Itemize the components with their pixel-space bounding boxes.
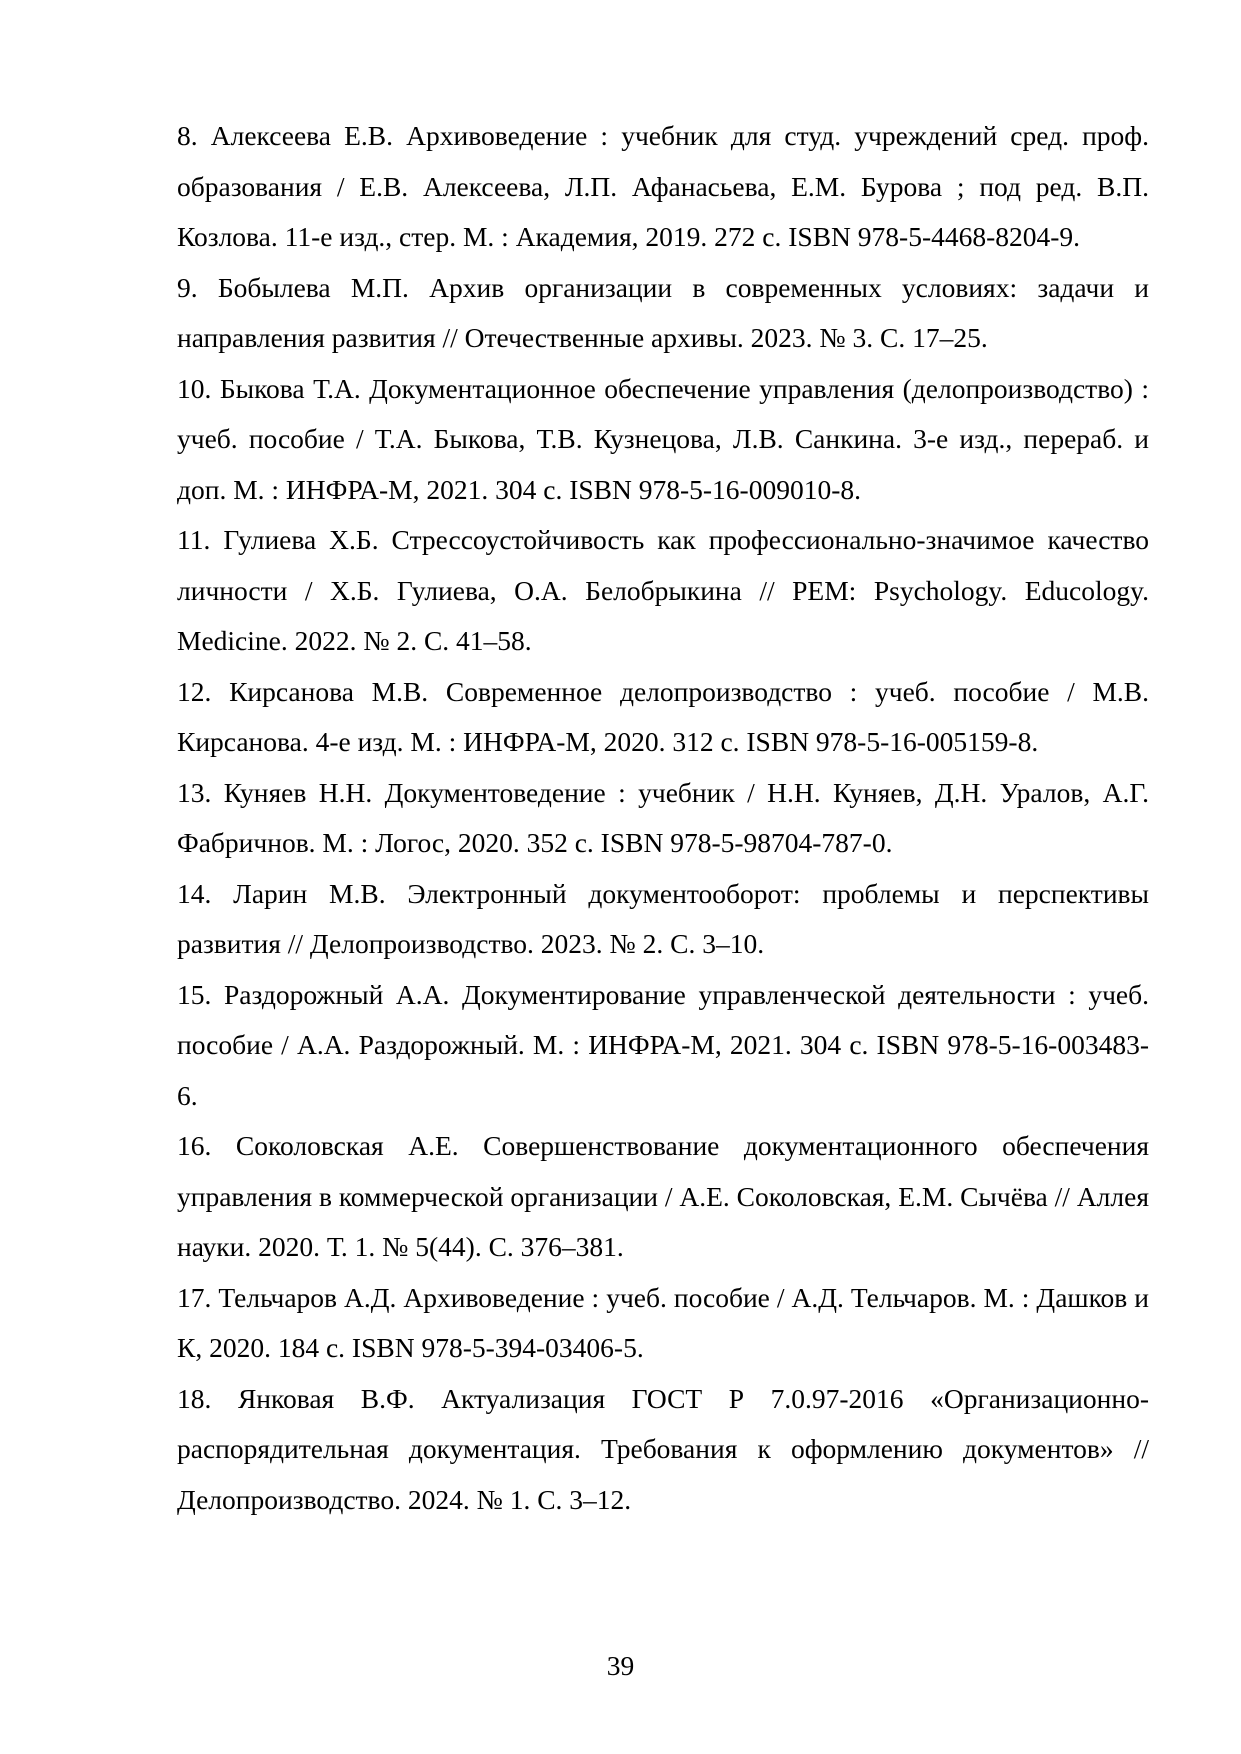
reference-item-8: 8. Алексеева Е.В. Архивоведение : учебник для студ. учреждений сред. проф. образования / Е.В. Алексеева, Л.П. Афанасьева, Е.М. Бурова ; под ред. В.П. Козлова. 11-е изд., стер. М. : Академия, 2019. 272 с. ISBN 978-5-4468-8204-9. [177, 120, 1149, 252]
page-number: 39 [606, 1650, 635, 1681]
reference-item-18: 18. Янковая В.Ф. Актуализация ГОСТ Р 7.0.97-2016 «Организационно-распорядительная документация. Требования к оформлению документов» // Делопроизводство. 2024. № 1. С. 3–12. [177, 1382, 1149, 1515]
reference-item-15: 15. Раздорожный А.А. Документирование управленческой деятельности : учеб. пособие / А.А. Раздорожный. М. : ИНФРА-М, 2021. 304 с. ISBN 978-5-16-003483-6. [177, 978, 1149, 1111]
reference-item-13: 13. Куняев Н.Н. Документоведение : учебник / Н.Н. Куняев, Д.Н. Уралов, А.Г. Фабричнов. М. : Логос, 2020. 352 с. ISBN 978-5-98704-787-0. [177, 776, 1149, 858]
reference-item-14: 14. Ларин М.В. Электронный документооборот: проблемы и перспективы развития // Делопроизводство. 2023. № 2. С. 3–10. [177, 877, 1149, 959]
reference-item-12: 12. Кирсанова М.В. Современное делопроизводство : учеб. пособие / М.В. Кирсанова. 4-е изд. М. : ИНФРА-М, 2020. 312 с. ISBN 978-5-16-005159-8. [177, 675, 1149, 757]
reference-item-10: 10. Быкова Т.А. Документационное обеспечение управления (делопроизводство) : учеб. пособие / Т.А. Быкова, Т.В. Кузнецова, Л.В. Санкина. 3-е изд., перераб. и доп. М. : ИНФРА-М, 2021. 304 с. ISBN 978-5-16-009010-8. [177, 372, 1149, 505]
reference-item-9: 9. Бобылева М.П. Архив организации в современных условиях: задачи и направления развития // Отечественные архивы. 2023. № 3. С. 17–25. [177, 271, 1149, 353]
reference-item-11: 11. Гулиева Х.Б. Стрессоустойчивость как профессионально-значимое качество личности / Х.Б. Гулиева, О.А. Белобрыкина // PEM: Psychology. Educology. Medicine. 2022. № 2. С. 41–58. [177, 524, 1149, 656]
reference-list [177, 111, 1149, 1525]
reference-item-17: 17. Тельчаров А.Д. Архивоведение : учеб. пособие / А.Д. Тельчаров. М. : Дашков и К, 2020. 184 с. ISBN 978-5-394-03406-5. [177, 1281, 1149, 1363]
reference-item-16: 16. Соколовская А.Е. Совершенствование документационного обеспечения управления в коммерческой организации / А.Е. Соколовская, Е.М. Сычёва // Аллея науки. 2020. Т. 1. № 5(44). С. 376–381. [177, 1130, 1149, 1262]
